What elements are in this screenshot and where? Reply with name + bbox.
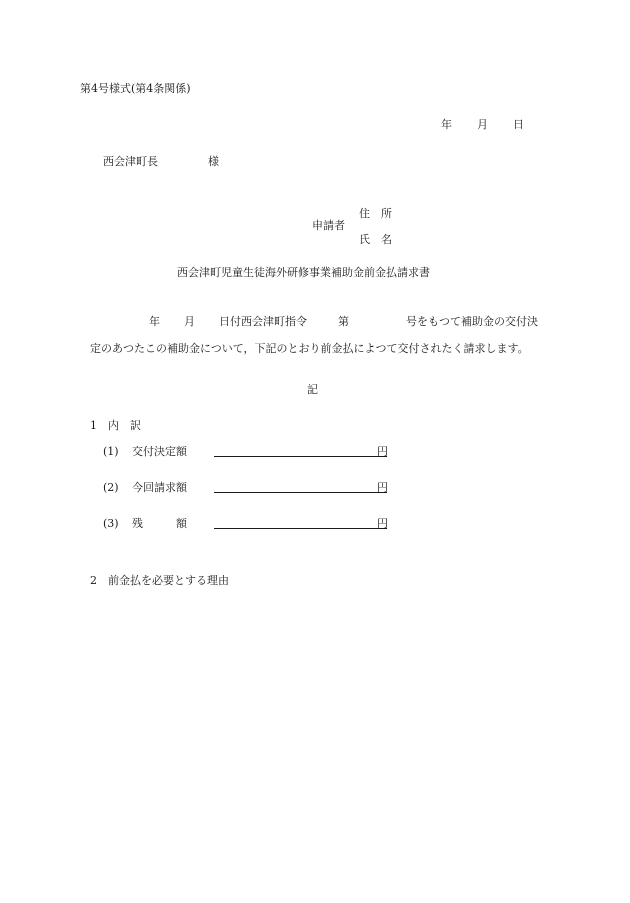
applicant-label: 申請者 bbox=[312, 219, 345, 232]
item2-number: (2) bbox=[103, 481, 119, 494]
body-line2: 定のあつたこの補助金について，下記のとおり前金払によつて交付されたく請求します。 bbox=[90, 342, 529, 355]
item2-amount-line bbox=[214, 492, 387, 493]
addressee-honorific: 様 bbox=[208, 155, 219, 168]
section2-heading: 2 前金払を必要とする理由 bbox=[90, 574, 229, 587]
date-month-label: 月 bbox=[477, 118, 488, 131]
item3-number: (3) bbox=[103, 517, 119, 530]
body-year-label: 年 bbox=[149, 315, 160, 328]
item3-amount-line bbox=[214, 528, 387, 529]
body-line1-rest: 号をもつて補助金の交付決 bbox=[406, 315, 538, 328]
document-title: 西会津町児童生徒海外研修事業補助金前金払請求書 bbox=[177, 266, 430, 279]
addressee-name: 西会津町長 bbox=[103, 155, 158, 168]
body-date-part: 日付西会津町指令 bbox=[219, 315, 307, 328]
item1-label: 交付決定額 bbox=[132, 445, 187, 458]
item2-label: 今回請求額 bbox=[132, 481, 187, 494]
address-label: 住 所 bbox=[359, 207, 392, 220]
item3-unit: 円 bbox=[377, 517, 388, 530]
form-number: 第4号様式(第4条関係) bbox=[80, 82, 191, 95]
item2-unit: 円 bbox=[377, 481, 388, 494]
ki-marker: 記 bbox=[307, 383, 318, 396]
item1-number: (1) bbox=[103, 445, 119, 458]
item1-unit: 円 bbox=[377, 445, 388, 458]
name-label: 氏 名 bbox=[359, 233, 392, 246]
date-year-label: 年 bbox=[441, 118, 452, 131]
date-day-label: 日 bbox=[513, 118, 524, 131]
section1-heading: 1 内 訳 bbox=[90, 419, 141, 432]
item1-amount-line bbox=[214, 456, 387, 457]
item3-label: 残 額 bbox=[132, 517, 187, 530]
body-month-label: 月 bbox=[184, 315, 195, 328]
body-number-prefix: 第 bbox=[338, 315, 349, 328]
